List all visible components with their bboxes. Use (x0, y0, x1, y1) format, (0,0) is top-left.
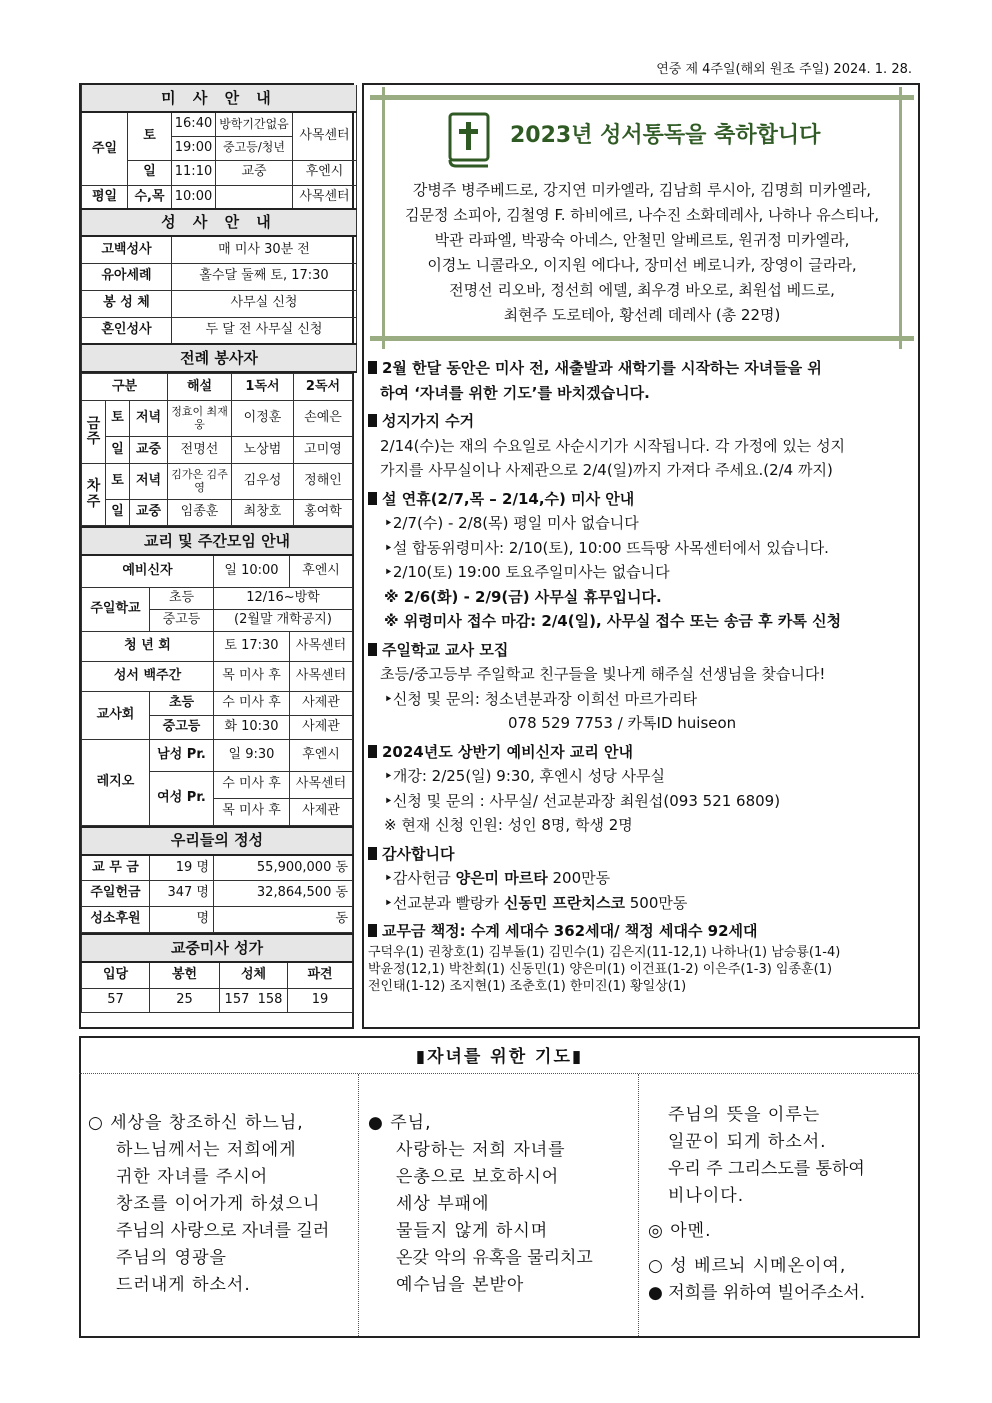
reading2-cell: 손예은 (294, 401, 353, 437)
commentator-cell: 임종훈 (168, 500, 232, 526)
sunday-school-label: 주일학교 (82, 587, 150, 631)
names-line: 이경노 니콜라오, 이지원 에다나, 장미선 베로니카, 장영이 글라라, (427, 256, 857, 274)
weekday-place: 사목센터 (293, 185, 357, 209)
prayer-line: 은총으로 보호하시어 (396, 1167, 560, 1187)
offering-name: 교 무 금 (82, 855, 150, 881)
commentator-cell: 김가은 김주영 (168, 464, 232, 500)
offering-amount: 동 (214, 907, 353, 933)
notice-palm-line1: 2/14(수)는 재의 수요일로 사순시기가 시작됩니다. 각 가정에 있는 성지 (380, 436, 846, 455)
notice-teacher-line: ‣신청 및 문의: 청소년분과장 이희선 마르가리타 (384, 689, 698, 708)
notice-lunar-line: ‣설 합동위령미사: 2/10(토), 10:00 뜨득땅 사목센터에서 있습니다. (384, 538, 829, 557)
prayer-line: 일꾼이 되게 하소서. (668, 1132, 827, 1152)
liturgy-table (81, 373, 353, 526)
offering-name: 주일헌금 (82, 881, 150, 907)
prayer-line: 사랑하는 저희 자녀를 (396, 1140, 566, 1160)
notice-teacher-title: 주일학교 교사 모집 (368, 638, 916, 663)
main-mass-label: 교중 (130, 500, 168, 526)
this-week-label: 금주 (82, 401, 106, 464)
sat-note-2: 중고등/청년 (216, 136, 293, 160)
liturgy-header-commentator: 해설 (168, 374, 232, 401)
sacrament-value: 매 미사 30분 전 (172, 236, 357, 263)
sat-time-1: 16:40 (172, 112, 216, 136)
mass-section-title: 미 사 안 내 (82, 85, 357, 112)
teachers-elem-place: 사제관 (290, 691, 353, 715)
middle-high-label: 중고등 (150, 609, 214, 631)
meetings-section-title: 교리 및 주간모임 안내 (82, 527, 353, 555)
notice-lunar-line: ‣2/10(토) 19:00 토요주일미사는 없습니다 (384, 563, 670, 581)
prayer-line: ● 저희를 위하여 빌어주소서. (648, 1283, 866, 1303)
notice-tithe-names: 박윤정(12,1) 박찬회(1) 신동민(1) 양은미(1) 이건표(1-2) 이은주(1-3) 임종훈(1) (368, 961, 833, 977)
female-pr-label: 여성 Pr. (150, 771, 214, 825)
notice-teacher-contact: 078 529 7753 / 카톡ID huiseon (508, 714, 737, 732)
notice-lunar-line: ‣2/7(수) - 2/8(목) 평일 미사 없습니다 (384, 514, 639, 532)
prayer-line: 주님의 사랑으로 자녀를 길러 (116, 1221, 330, 1241)
notice-prayer-line1: 2월 한달 동안은 미사 전, 새출발과 새학기를 시작하는 자녀들을 위 (368, 356, 916, 381)
liturgy-section-title: 전례 봉사자 (82, 344, 357, 372)
catechumen-place: 후엔시 (290, 555, 353, 587)
prayer-line: 세상 부패에 (396, 1194, 490, 1214)
info-table (81, 85, 357, 373)
hymn-number: 157 158 (220, 988, 288, 1012)
reading2-cell: 홍여학 (294, 500, 353, 526)
sacrament-section-title: 성 사 안 내 (82, 209, 357, 236)
notice-tithe-names: 구덕우(1) 권창호(1) 김부돌(1) 김민수(1) 김은지(11-12,1) 나하나(1) 남승룡(1-4) (368, 944, 841, 960)
offering-count: 19 명 (150, 855, 214, 881)
male-pr-label: 남성 Pr. (150, 739, 214, 771)
hymn-header: 입당 (82, 962, 150, 988)
elem-label: 초등 (150, 587, 214, 609)
notice-tithe-title: 교무금 책정: 수계 세대수 362세대/ 책정 세대수 92세대 (368, 919, 916, 944)
notice-teacher-line: 초등/중고등부 주일학교 친구들을 빛나게 해주실 선생님을 찾습니다! (380, 665, 826, 683)
sun-time: 11:10 (172, 160, 216, 185)
sunday-school-note: 12/16~방학 (214, 587, 353, 609)
offering-count: 347 명 (150, 881, 214, 907)
prayer-line: 드러내게 하소서. (116, 1275, 251, 1295)
teachers-mh-time: 화 10:30 (214, 715, 290, 739)
notice-prayer-line2: 하여 ‘자녀를 위한 기도’를 바치겠습니다. (380, 383, 650, 402)
prayer-line: 물들지 않게 하시며 (396, 1221, 549, 1241)
weekday-time: 10:00 (172, 185, 216, 209)
hymns-table (81, 933, 353, 1013)
sun-note: 교중 (216, 160, 293, 185)
prayer-line: 주님의 뜻을 이루는 (668, 1105, 821, 1125)
bible-study-time: 목 미사 후 (214, 661, 290, 691)
liturgy-header-division: 구분 (82, 374, 168, 401)
wed-thu-label: 수,목 (128, 185, 172, 209)
notice-lunar-line: ※ 2/6(화) - 2/9(금) 사무실 휴무입니다. (384, 587, 662, 606)
next-week-label: 차주 (82, 464, 106, 526)
sat-label: 토 (106, 464, 130, 500)
sunday-school-note-2: (2월말 개학공지) (214, 609, 353, 631)
prayer-line: 귀한 자녀를 주시어 (116, 1167, 269, 1187)
reading1-cell: 노상범 (232, 437, 294, 464)
liturgy-header-reading1: 1독서 (232, 374, 294, 401)
teachers-mh-place: 사제관 (290, 715, 353, 739)
prayer-line: 우리 주 그리스도를 통하여 (668, 1159, 865, 1179)
sat-note-1: 방학기간없음 (216, 112, 293, 136)
youth-time: 토 17:30 (214, 631, 290, 661)
youth-label: 청 년 회 (82, 631, 214, 661)
sacrament-value: 두 달 전 사무실 신청 (172, 317, 357, 344)
commentator-cell: 정효이 최재웅 (168, 401, 232, 437)
notice-catechism-title: 2024년도 상반기 예비신자 교리 안내 (368, 740, 916, 765)
hymn-header: 성체 (220, 962, 288, 988)
prayer-line: 온갖 악의 유혹을 물리치고 (396, 1248, 593, 1268)
prayer-divider (79, 1073, 920, 1075)
sacrament-name: 고백성사 (82, 236, 172, 263)
saturday-label: 토 (128, 112, 172, 160)
prayer-line: 하느님께서는 저희에게 (116, 1140, 297, 1160)
male-pr-place: 후엔시 (290, 739, 353, 771)
prayer-column-2 (368, 1110, 636, 1299)
notice-thanks-line: ‣감사헌금 양은미 마르타 200만동 (384, 869, 611, 887)
notice-tithe-names: 전인태(1-12) 조지현(1) 조춘호(1) 한미진(1) 황일상(1) (368, 978, 687, 994)
meetings-table (81, 526, 353, 826)
reading1-cell: 최창호 (232, 500, 294, 526)
prayer-line: ○ 성 베르뇌 시메온이여, (648, 1256, 847, 1276)
sacrament-name: 유아세례 (82, 263, 172, 290)
prayer-col-divider (358, 1074, 360, 1336)
bible-study-place: 사목센터 (290, 661, 353, 691)
hymn-header: 봉헌 (150, 962, 220, 988)
sacrament-name: 봉 성 체 (82, 290, 172, 317)
notices (368, 356, 916, 995)
prayer-line: ○ 세상을 창조하신 하느님, (88, 1113, 304, 1133)
reading1-cell: 이정훈 (232, 401, 294, 437)
teachers-label: 교사회 (82, 691, 150, 739)
hymn-header: 파견 (288, 962, 353, 988)
names-line: 최현주 도로테아, 황선례 데레사 (총 22명) (503, 306, 781, 324)
evening-label: 저녁 (130, 464, 168, 500)
hymn-number: 19 (288, 988, 353, 1012)
hymn-number: 57 (82, 988, 150, 1012)
sacrament-name: 혼인성사 (82, 317, 172, 344)
teachers-elem-label: 초등 (150, 691, 214, 715)
prayer-column-1 (88, 1110, 356, 1299)
notice-thanks-line: ‣선교분과 빨랑카 신동민 프란치스코 500만동 (384, 893, 688, 912)
notice-palm-line2: 가지를 사무실이나 사제관으로 2/4(일)까지 가져다 주세요.(2/4 까지) (380, 461, 833, 479)
date-line: 연중 제 4주일(해외 원조 주일) 2024. 1. 28. (656, 62, 912, 77)
male-pr-time: 일 9:30 (214, 739, 290, 771)
liturgy-header-reading2: 2독서 (294, 374, 353, 401)
offering-amount: 32,864,500 동 (214, 881, 353, 907)
prayer-line: ● 주님, (368, 1113, 432, 1133)
sunday-day: 일 (128, 160, 172, 185)
notice-catechism-line: ‣개강: 2/25(일) 9:30, 후엔시 성당 사무실 (384, 767, 665, 785)
female-pr-time-2: 목 미사 후 (214, 798, 290, 825)
sat-label: 토 (106, 401, 130, 437)
sun-label: 일 (106, 437, 130, 464)
prayer-col-divider (638, 1074, 640, 1336)
sat-place: 사목센터 (293, 112, 357, 160)
youth-place: 사목센터 (290, 631, 353, 661)
main-mass-label: 교중 (130, 437, 168, 464)
sacrament-value: 홀수달 둘째 토, 17:30 (172, 263, 357, 290)
notice-palm-title: 성지가지 수거 (368, 409, 916, 434)
prayer-line: 창조를 이어가게 하셨으니 (116, 1194, 321, 1214)
commentator-cell: 전명선 (168, 437, 232, 464)
female-pr-place-2: 사제관 (290, 798, 353, 825)
names-line: 박관 라파엘, 박광숙 아네스, 안철민 알베르토, 원귀정 미카엘라, (434, 231, 850, 249)
teachers-elem-time: 수 미사 후 (214, 691, 290, 715)
offering-section-title: 우리들의 정성 (82, 827, 353, 855)
prayer-line: 주님의 영광을 (116, 1248, 227, 1268)
hymns-section-title: 교중미사 성가 (82, 934, 353, 962)
notice-lunar-line: ※ 위령미사 접수 마감: 2/4(일), 사무실 접수 또는 송금 후 카톡 신청 (384, 612, 842, 630)
names-line: 김문정 소피아, 김철영 F. 하비에르, 나수진 소화데레사, 나하나 유스티나, (405, 206, 879, 224)
sacrament-value: 사무실 신청 (172, 290, 357, 317)
sun-label: 일 (106, 500, 130, 526)
catechumen-label: 예비신자 (82, 555, 214, 587)
reading2-cell: 정해인 (294, 464, 353, 500)
evening-label: 저녁 (130, 401, 168, 437)
notice-lunar-title: 설 연휴(2/7,목 – 2/14,수) 미사 안내 (368, 487, 916, 512)
hymn-number: 25 (150, 988, 220, 1012)
sunday-label: 주일 (82, 112, 128, 185)
bible-cross-icon (444, 112, 492, 168)
bible-study-label: 성서 백주간 (82, 661, 214, 691)
offering-amount: 55,900,000 동 (214, 855, 353, 881)
female-pr-place-1: 사목센터 (290, 771, 353, 798)
reading1-cell: 김우성 (232, 464, 294, 500)
offering-name: 성소후원 (82, 907, 150, 933)
bible-reading-title: 2023년 성서통독을 축하합니다 (510, 123, 821, 148)
notice-thanks-title: 감사합니다 (368, 842, 916, 867)
sat-time-2: 19:00 (172, 136, 216, 160)
bible-reading-names (372, 178, 912, 328)
offering-count: 명 (150, 907, 214, 933)
female-pr-time-1: 수 미사 후 (214, 771, 290, 798)
reading2-cell: 고미영 (294, 437, 353, 464)
prayer-line: ◎ 아멘. (648, 1221, 712, 1241)
names-line: 전명선 리오바, 정선희 에델, 최우경 바오로, 최원섭 베드로, (449, 281, 835, 299)
prayer-column-3 (648, 1102, 918, 1307)
teachers-mh-label: 중고등 (150, 715, 214, 739)
names-line: 강병주 병주베드로, 강지연 미카엘라, 김남희 루시아, 김명희 미카엘라, (412, 181, 872, 199)
weekday-label: 평일 (82, 185, 128, 209)
prayer-line: 비나이다. (668, 1186, 745, 1206)
offering-table (81, 826, 353, 934)
legio-label: 레지오 (82, 739, 150, 825)
sun-place: 후엔시 (293, 160, 357, 185)
notice-catechism-line: ‣신청 및 문의 : 사무실/ 선교분과장 최원섭(093 521 6809) (384, 791, 781, 810)
notice-catechism-line: ※ 현재 신청 인원: 성인 8명, 학생 2명 (384, 816, 633, 834)
left-info-column (79, 83, 354, 1029)
weekday-note (216, 185, 293, 209)
prayer-title: ▮자녀를 위한 기도▮ (415, 1047, 584, 1067)
catechumen-time: 일 10:00 (214, 555, 290, 587)
prayer-line: 예수님을 본받아 (396, 1275, 525, 1295)
